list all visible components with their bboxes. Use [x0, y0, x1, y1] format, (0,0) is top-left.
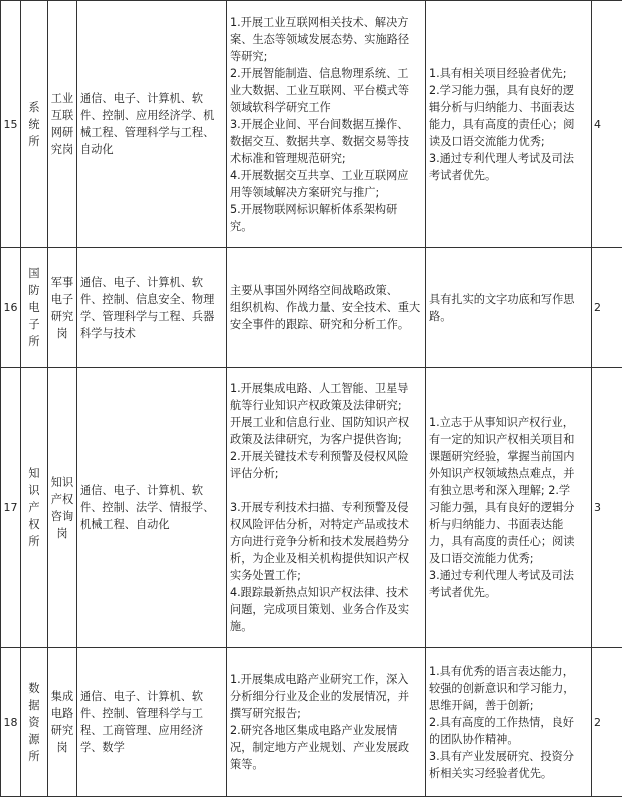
- headcount-cell: 2: [592, 248, 622, 368]
- position-cell: 集成 电路 研究 岗: [48, 648, 77, 797]
- majors-cell: 通信、电子、计算机、软 件、控制、应用经济学、机 械工程、管理科学与工程、 自动化: [77, 1, 227, 248]
- row-number: 18: [1, 648, 21, 797]
- department-cell: 国 防 电 子 所: [21, 248, 48, 368]
- headcount-cell: 3: [592, 368, 622, 648]
- requirements-cell: 具有扎实的文字功底和写作思 路。: [426, 248, 592, 368]
- table-row: [1, 648, 622, 797]
- table-row: [1, 1, 622, 248]
- table-row: [1, 368, 622, 648]
- duties-cell: 1.开展工业互联网相关技术、解决方 案、生态等领域发展态势、实施路径 等研究; 2.开展智能制造、信息物理系统、工 业大数据、工业互联网、平台模式等 领域软科学研究工作 3.开展企业间、平台间数据互操作、 数据交互、数据共享、数据交易等技 术标准和管理规范研究; 4.开展数据交互共享、工业互联网应 用等领域解决方案研究与推广; 5.开展物联网标识解析体系架构研 究。: [227, 1, 426, 248]
- requirements-cell: 1.具有相关项目经验者优先; 2.学习能力强，具有良好的逻 辑分析与归纳能力、书面表达 能力，具有高度的责任心；阅 读及口语交流能力优秀; 3.通过专利代理人考试及司法 考试者优先。: [426, 1, 592, 248]
- row-number: 15: [1, 1, 21, 248]
- duties-cell: 1.开展集成电路、人工智能、卫星导 航等行业知识产权政策及法律研究; 开展工业和信息行业、国防知识产权 政策及法律研究，为客户提供咨询; 2.开展关键技术专利预警及侵权风险 评估分析; 3.开展专利技术扫描、专利预警及侵 权风险评估分析，对特定产品或技术 方向进行竞争分析和技术发展趋势分 析，为企业及相关机构提供知识产权 实务处置工作; 4.跟踪最新热点知识产权法律、技术 问题，完成项目策划、业务合作及实 施。: [227, 368, 426, 648]
- row-number: 16: [1, 248, 21, 368]
- requirements-cell: 1.立志于从事知识产权行业， 有一定的知识产权相关项目和 课题研究经验，掌握当前国内 外知识产权领域热点难点，并 有独立思考和深入理解; 2.学 习能力强，具有良好的逻辑分 析与归纳能力、书面表达能 力，具有高度的责任心；阅读 及口语交流能力优秀; 3.通过专利代理人考试及司法 考试者优先。: [426, 368, 592, 648]
- duties-cell: 主要从事国外网络空间战略政策、 组织机构、作战力量、安全技术、重大 安全事件的跟踪、研究和分析工作。: [227, 248, 426, 368]
- position-cell: 知识 产权 咨询 岗: [48, 368, 77, 648]
- position-cell: 军事 电子 研究 岗: [48, 248, 77, 368]
- department-cell: 系 统 所: [21, 1, 48, 248]
- row-number: 17: [1, 368, 21, 648]
- table-row: [1, 248, 622, 368]
- requirements-cell: 1.具有优秀的语言表达能力， 较强的创新意识和学习能力， 思维开阔，善于创新; 2.具有高度的工作热情，良好 的团队协作精神。 3.具有产业发展研究、投资分 析相关实习经验者优先。: [426, 648, 592, 797]
- position-cell: 工业 互联 网研 究岗: [48, 1, 77, 248]
- headcount-cell: 4: [592, 1, 622, 248]
- department-cell: 数 据 资 源 所: [21, 648, 48, 797]
- majors-cell: 通信、电子、计算机、软 件、控制、信息安全、物理 学、管理科学与工程、兵器 科学与技术: [77, 248, 227, 368]
- headcount-cell: 2: [592, 648, 622, 797]
- duties-cell: 1.开展集成电路产业研究工作，深入 分析细分行业及企业的发展情况，并 撰写研究报告; 2.研究各地区集成电路产业发展情 况，制定地方产业规划、产业发展政 策等。: [227, 648, 426, 797]
- department-cell: 知 识 产 权 所: [21, 368, 48, 648]
- majors-cell: 通信、电子、计算机、软 件、控制、管理科学与工 程、工商管理、应用经济 学、数学: [77, 648, 227, 797]
- majors-cell: 通信、电子、计算机、软 件、控制、法学、情报学、 机械工程、自动化: [77, 368, 227, 648]
